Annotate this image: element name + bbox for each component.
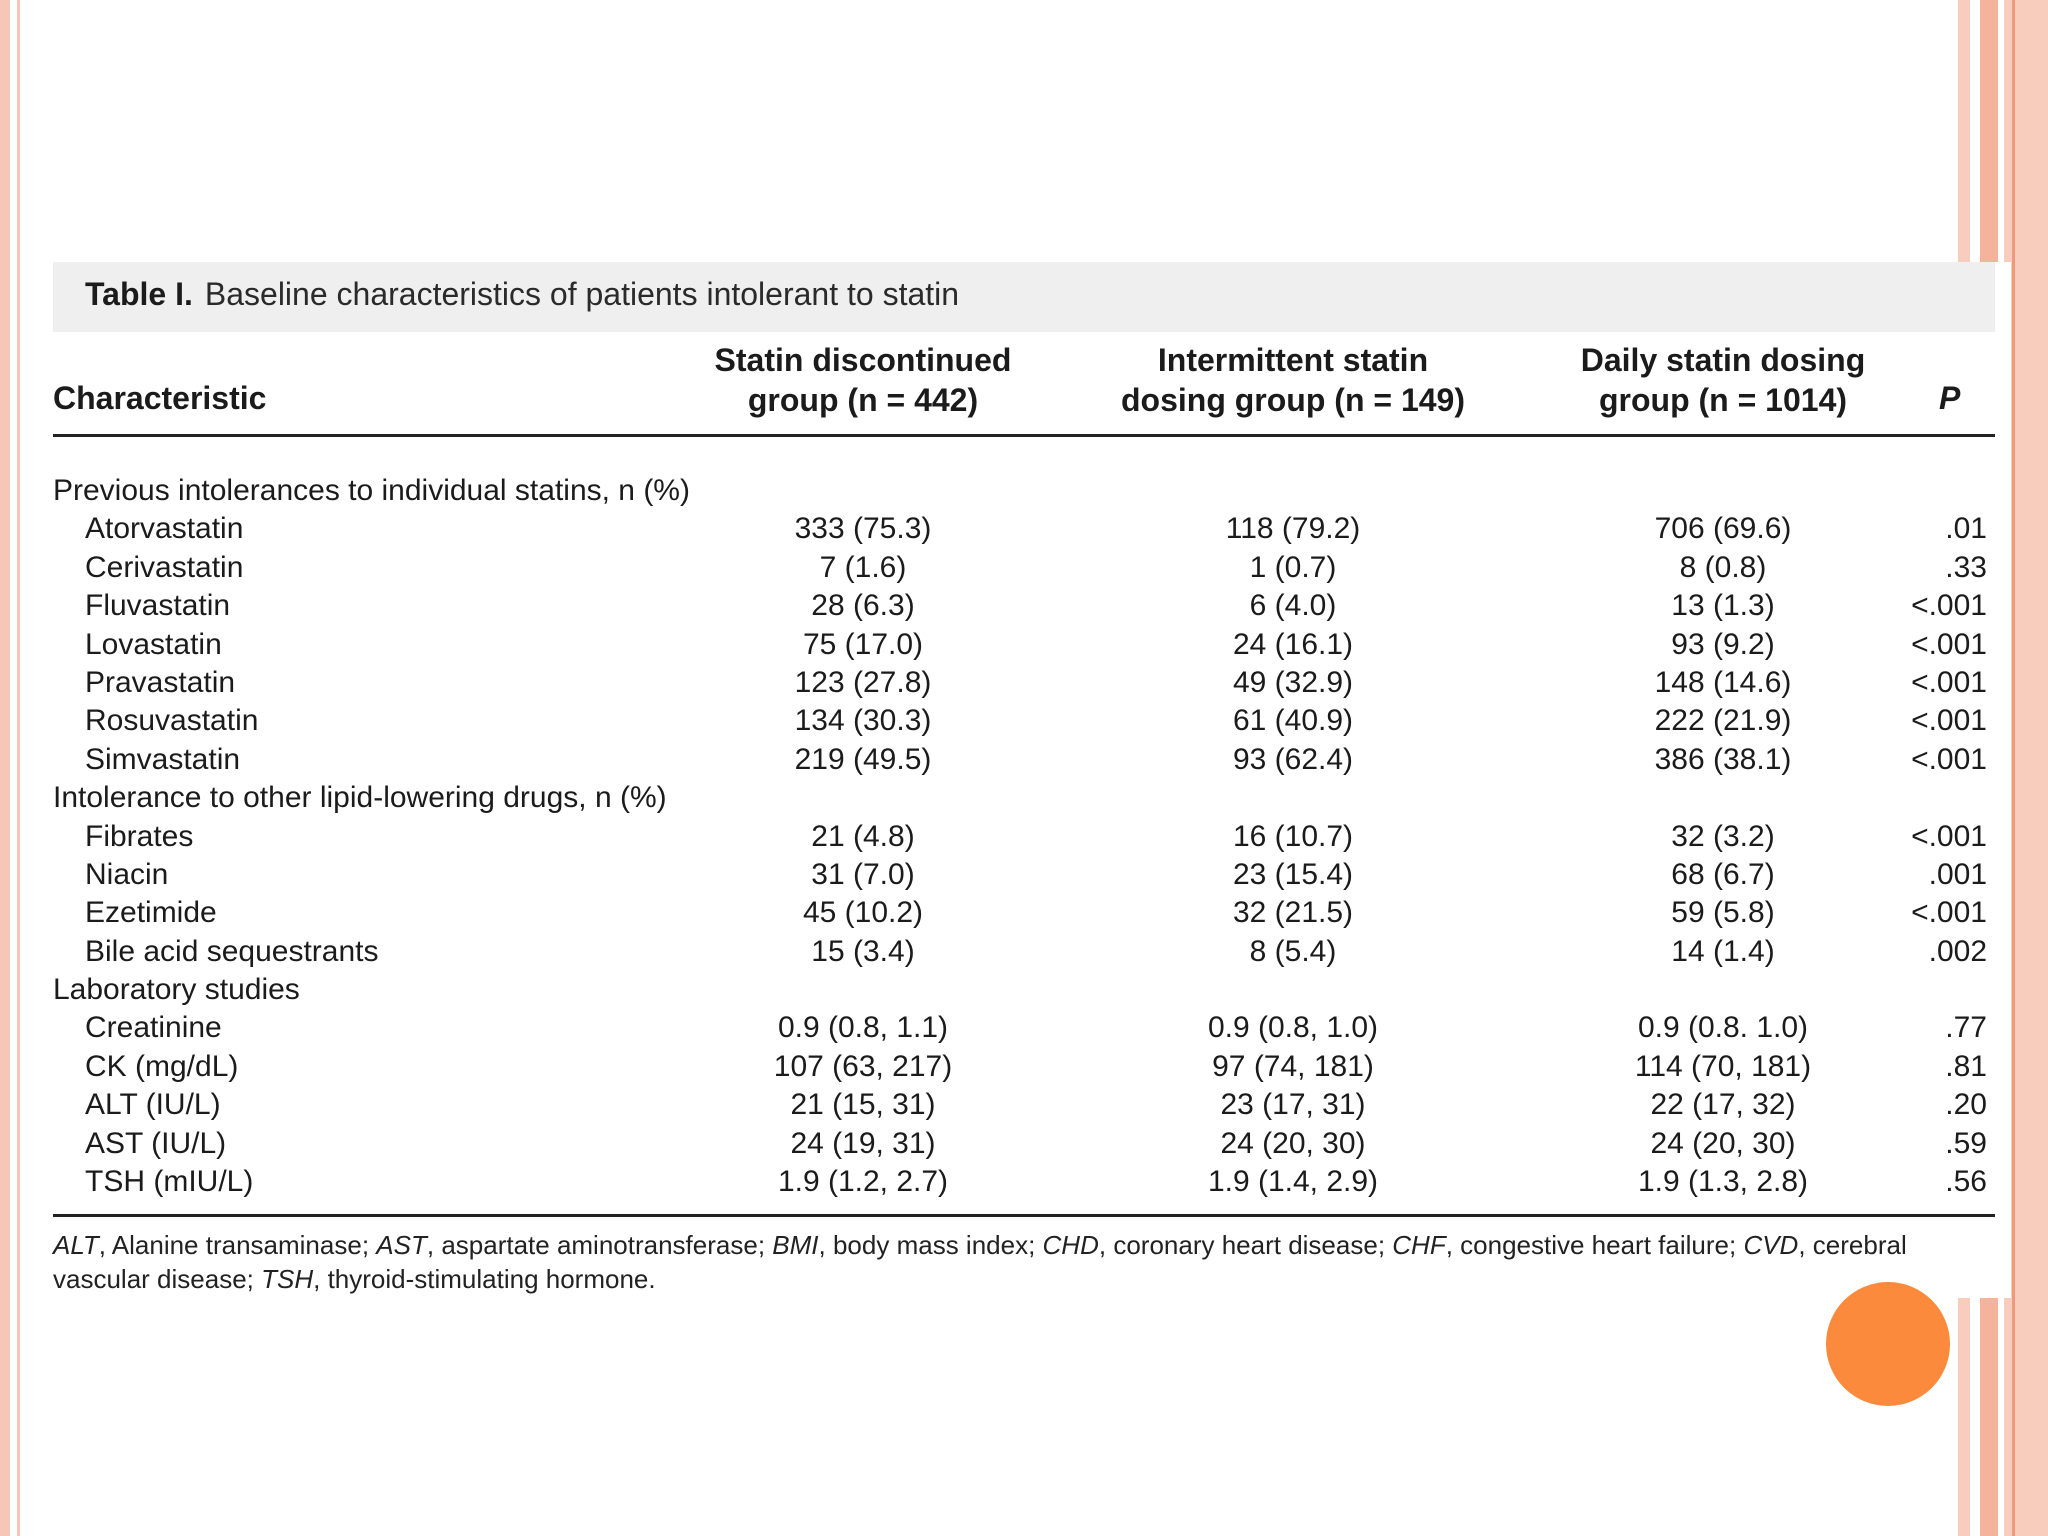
footnote-abbreviation: BMI [772,1230,819,1260]
table-row [53,1048,1995,1086]
daily-dosing-cell: 24 (20, 30) [1650,1126,1796,1160]
header-line: Daily statin dosing [1580,342,1866,378]
characteristic-cell: Ezetimide [85,896,217,930]
daily-dosing-cell: 0.9 (0.8. 1.0) [1637,1011,1809,1045]
intermittent-cell: 118 (79.2) [1225,512,1361,546]
header-line: group (n = 442) [747,382,979,418]
characteristic-cell: Lovastatin [85,627,222,661]
header-daily-dosing [1493,340,1953,420]
statin-discontinued-cell: 45 (10.2) [802,896,924,930]
statin-discontinued-cell: 24 (19, 31) [790,1126,936,1160]
daily-dosing-cell: 32 (3.2) [1671,819,1775,853]
bottom-rule [53,1214,1995,1217]
characteristic-cell: Niacin [85,857,169,891]
right-decorative-line [2012,0,2015,1536]
footnote-definition: thyroid-stimulating hormone [327,1264,649,1294]
section-row [53,472,1995,510]
intermittent-cell: 8 (5.4) [1249,934,1337,968]
daily-dosing-cell: 706 (69.6) [1654,512,1792,546]
daily-dosing-cell: 222 (21.9) [1654,704,1792,738]
p-value-cell: <.001 [1911,742,1987,776]
characteristic-cell: AST (IU/L) [85,1126,227,1160]
footnote-abbreviation: CHF [1392,1230,1446,1260]
table-caption [85,276,959,313]
table-body [53,472,1995,1201]
table-row [53,1086,1995,1124]
header-rule [53,434,1995,437]
p-value-cell: .001 [1928,857,1987,891]
section-row [53,971,1995,1009]
characteristic-cell: Simvastatin [85,742,241,776]
caption-text: Baseline characteristics of patients intolerant to statin [204,276,960,312]
table-row [53,741,1995,779]
intermittent-cell: 49 (32.9) [1232,665,1354,699]
characteristic-cell: Atorvastatin [85,512,244,546]
table-row [53,894,1995,932]
p-value-cell: .33 [1945,550,1987,584]
footnote-definition: aspartate aminotransferase [441,1230,758,1260]
header-line: dosing group (n = 149) [1120,382,1465,418]
table-row [53,587,1995,625]
header-line: Statin discontinued [714,342,1012,378]
statin-discontinued-cell: 107 (63, 217) [773,1049,953,1083]
table-row [53,818,1995,856]
characteristic-cell: Fibrates [85,819,194,853]
characteristic-cell: Creatinine [85,1011,222,1045]
daily-dosing-cell: 22 (17, 32) [1650,1088,1796,1122]
p-value-cell: <.001 [1911,819,1987,853]
header-characteristic: Characteristic [53,380,267,416]
daily-dosing-cell: 148 (14.6) [1654,665,1792,699]
daily-dosing-cell: 13 (1.3) [1671,589,1775,623]
p-value-cell: .81 [1945,1049,1987,1083]
statin-discontinued-cell: 15 (3.4) [811,934,915,968]
statin-discontinued-cell: 134 (30.3) [794,704,932,738]
footnote-abbreviation: CVD [1743,1230,1799,1260]
daily-dosing-cell: 68 (6.7) [1671,857,1775,891]
statin-discontinued-cell: 28 (6.3) [811,589,915,623]
table-footnote: ALT, Alanine transaminase; AST, aspartate aminotransferase; BMI, body mass index; CHD, coronary heart disease; CHF, congestive heart failure; CVD, cerebral vascular disease; TSH, thyroid-stimulating hormone. [53,1230,1907,1294]
table-figure [53,262,2011,1298]
p-value-cell: <.001 [1911,627,1987,661]
footnote-abbreviation: TSH [261,1264,314,1294]
daily-dosing-cell: 1.9 (1.3, 2.8) [1637,1165,1809,1199]
footnote-abbreviation: ALT [53,1230,99,1260]
footnote-definition: body mass index [832,1230,1029,1260]
p-value-cell: <.001 [1911,896,1987,930]
daily-dosing-cell: 14 (1.4) [1671,934,1775,968]
intermittent-cell: 16 (10.7) [1232,819,1354,853]
orange-circle-decoration [1826,1282,1950,1406]
left-decorative-stripe [0,0,10,1536]
intermittent-cell: 24 (20, 30) [1220,1126,1366,1160]
p-value-cell: .77 [1945,1011,1987,1045]
statin-discontinued-cell: 333 (75.3) [794,512,932,546]
footnote-definition: Alanine transaminase [111,1230,362,1260]
intermittent-cell: 1.9 (1.4, 2.9) [1207,1165,1379,1199]
footnote-definition: coronary heart disease [1113,1230,1378,1260]
characteristic-cell: Rosuvastatin [85,704,259,738]
intermittent-cell: 23 (17, 31) [1220,1088,1366,1122]
statin-discontinued-cell: 21 (15, 31) [790,1088,936,1122]
intermittent-cell: 61 (40.9) [1232,704,1354,738]
p-value-cell: <.001 [1911,665,1987,699]
header-p-value: P [1939,380,1961,416]
statin-discontinued-cell: 7 (1.6) [819,550,907,584]
p-value-cell: .56 [1945,1165,1987,1199]
header-line: group (n = 1014) [1598,382,1848,418]
caption-label: Table I. [85,276,193,312]
characteristic-cell: Cerivastatin [85,550,244,584]
p-value-cell: .59 [1945,1126,1987,1160]
left-decorative-line [17,0,20,1536]
characteristic-cell: TSH (mIU/L) [85,1165,254,1199]
intermittent-cell: 32 (21.5) [1232,896,1354,930]
table-row [53,510,1995,548]
table-row [53,856,1995,894]
statin-discontinued-cell: 219 (49.5) [794,742,932,776]
daily-dosing-cell: 114 (70, 181) [1634,1049,1812,1083]
table-row [53,549,1995,587]
intermittent-cell: 6 (4.0) [1249,589,1337,623]
intermittent-cell: 24 (16.1) [1232,627,1354,661]
section-label: Intolerance to other lipid-lowering drugs, n (%) [53,781,667,815]
section-label: Laboratory studies [53,973,300,1007]
intermittent-cell: 93 (62.4) [1232,742,1354,776]
table-row [53,933,1995,971]
footnote-definition: cerebral vascular disease [53,1230,1907,1294]
caption-bar [53,262,1995,332]
statin-discontinued-cell: 123 (27.8) [794,665,932,699]
daily-dosing-cell: 386 (38.1) [1654,742,1792,776]
intermittent-cell: 23 (15.4) [1232,857,1354,891]
footnote-definition: congestive heart failure [1460,1230,1729,1260]
p-value-cell: <.001 [1911,704,1987,738]
statin-discontinued-cell: 21 (4.8) [811,819,915,853]
daily-dosing-cell: 8 (0.8) [1679,550,1767,584]
statin-discontinued-cell: 0.9 (0.8, 1.1) [777,1011,949,1045]
header-statin-discontinued [633,340,1093,420]
header-intermittent [1063,340,1523,420]
intermittent-cell: 0.9 (0.8, 1.0) [1207,1011,1379,1045]
characteristic-cell: CK (mg/dL) [85,1049,239,1083]
p-value-cell: .002 [1928,934,1987,968]
daily-dosing-cell: 93 (9.2) [1671,627,1775,661]
characteristic-cell: Fluvastatin [85,589,231,623]
p-value-cell: <.001 [1911,589,1987,623]
daily-dosing-cell: 59 (5.8) [1671,896,1775,930]
table-row [53,626,1995,664]
characteristic-cell: ALT (IU/L) [85,1088,221,1122]
statin-discontinued-cell: 31 (7.0) [811,857,915,891]
p-value-cell: .20 [1945,1088,1987,1122]
table-row [53,1163,1995,1201]
section-row [53,779,1995,817]
p-value-cell: .01 [1945,512,1987,546]
table-row [53,1125,1995,1163]
statin-discontinued-cell: 1.9 (1.2, 2.7) [777,1165,949,1199]
characteristic-cell: Pravastatin [85,665,236,699]
section-label: Previous intolerances to individual statins, n (%) [53,474,690,507]
table-row [53,664,1995,702]
table-row [53,702,1995,740]
characteristic-cell: Bile acid sequestrants [85,934,379,968]
table-row [53,1009,1995,1047]
header-line: Intermittent statin [1157,342,1429,378]
footnote-abbreviation: AST [376,1230,427,1260]
intermittent-cell: 1 (0.7) [1249,550,1337,584]
footnote-abbreviation: CHD [1042,1230,1099,1260]
intermittent-cell: 97 (74, 181) [1212,1049,1374,1083]
statin-discontinued-cell: 75 (17.0) [802,627,924,661]
